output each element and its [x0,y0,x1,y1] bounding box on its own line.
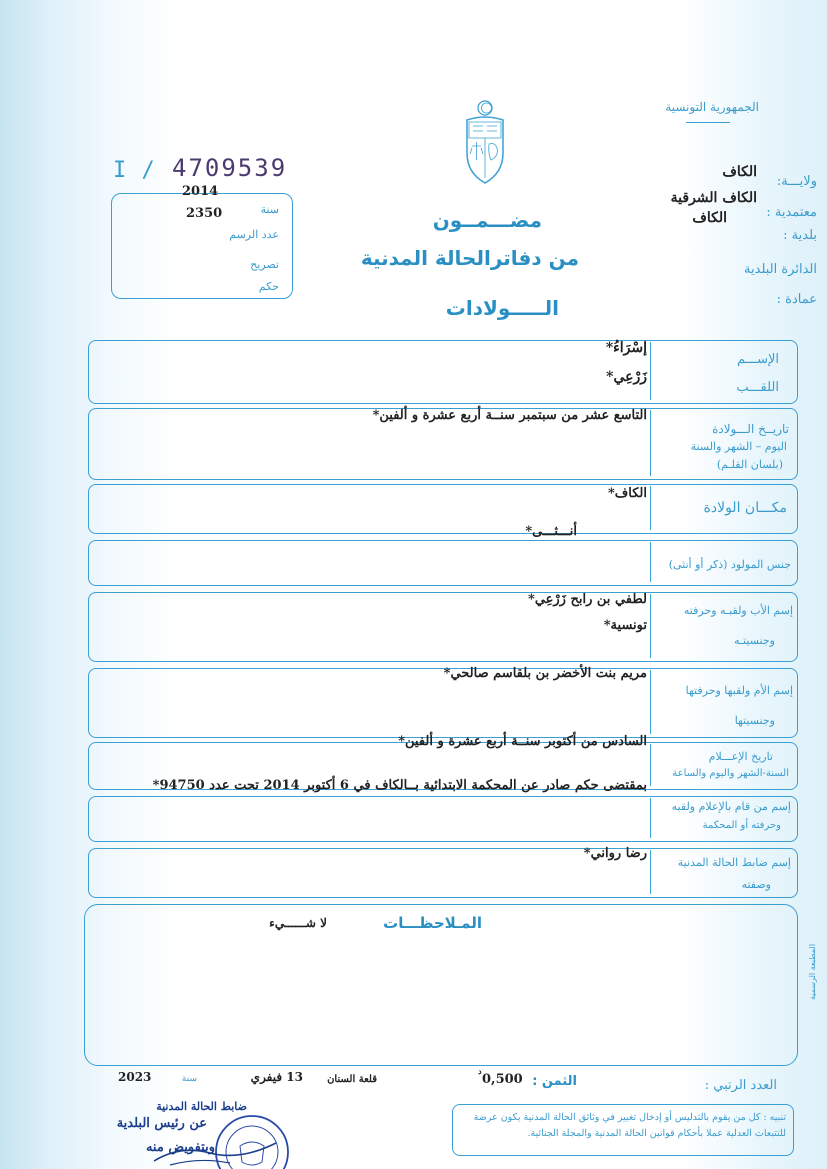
row-mother-divider [650,670,651,734]
republic-label: الجمهورية التونسية [665,100,759,114]
officer-label-1: إسم ضابط الحالة المدنية [677,856,791,869]
registration-year-value: 2014 [182,184,219,199]
title-line2: من دفاترالحالة المدنية [360,246,579,270]
omda-label: عمادة : [776,292,817,307]
serial-prefix: I / [113,158,156,183]
declarant-label-1: إسم من قام بالإعلام ولقبه [671,800,791,813]
mother-value: مريم بنت الأخضر بن بلقاسم صالحي* [443,666,647,681]
signature-line2: عن رئيس البلدية [116,1116,207,1131]
officer-value: رضا رواني* [583,846,647,861]
remarks-label: المـلاحظـــات [383,914,482,932]
declarant-value: بمقتضى حكم صادر عن المحكمة الابتدائية بــالكاف في 6 أكتوبر 2014 تحت عدد 94750* [152,778,647,793]
notice-date-label-2: السنة-الشهر واليوم والساعة [672,768,789,779]
signature-scribble-icon [150,1135,280,1169]
title-line3: الـــــولادات [445,296,559,320]
municipality-value: الكاف [692,210,727,226]
issue-year-label: سنة [181,1074,197,1084]
municipality-label: بلدية : [783,228,817,243]
notice-date-value: السادس من أكتوبر سنــة أربع عشرة و ألفين* [398,734,647,749]
price-value: 0,500 [482,1072,523,1087]
registration-number-value: 2350 [186,206,223,221]
serial-label: العدد الرتبي : [704,1078,777,1093]
municipal-district-label: الدائرة البلدية [744,262,817,277]
birth-place-value: الكاف* [608,486,647,501]
mother-label-1: إسم الأم ولقبها وحرفتها [685,684,793,697]
row-name-divider [650,342,651,400]
row-name [88,340,798,404]
signature-line1: ضابط الحالة المدنية [156,1100,247,1113]
title-line1: مضـــمــون [432,208,542,232]
surname-value: زَرْعِي* [606,369,647,385]
row-birth-place-divider [650,486,651,530]
surname-label: اللقـــب [736,380,779,395]
delegation-label: معتمدية : [766,205,817,220]
row-officer-divider [650,850,651,894]
father-nationality: تونسية* [603,618,647,633]
registration-number-label: عدد الرسم [229,228,279,241]
signature-line3: وبتفويض منه [145,1140,215,1155]
price-label: الثمن : [532,1074,577,1089]
printer-side-note: المطبعة الرسمية [808,943,817,1000]
issue-place: قلعة السنان [327,1074,377,1085]
coat-of-arms-icon [455,98,515,188]
governorate-label: ولايـــة: [776,174,817,189]
row-father [88,592,798,662]
row-birth-date-divider [650,410,651,476]
registration-year-label: سنة [260,203,279,216]
governorate-value: الكاف [722,164,757,180]
issue-year-value: 2023 [118,1070,152,1084]
father-value: لطفي بن رابح زَرْعِي* [528,592,647,607]
birth-date-label-2: اليوم – الشهر والسنة [690,440,787,453]
father-label-2: وجنسيتـه [733,634,775,647]
row-declarant-divider [650,798,651,838]
warning-text: تنبيه : كل من يقوم بالتدليس أو إدخال تغيير في وثائق الحالة المدنية يكون عرضة للتتبعات العدلية عملا بأحكام قوانين الحالة المدنية والمجلة الجنائية. [473,1112,786,1139]
price-unit: د [478,1066,482,1076]
row-gender-divider [650,542,651,582]
delegation-value: الكاف الشرقية [670,190,757,206]
father-label-1: إسم الأب ولقبـه وحرفته [683,604,793,617]
officer-label-2: وصفته [741,878,771,891]
birth-place-label: مكـــان الولادة [703,500,787,516]
mother-label-2: وجنسيتها [734,714,775,727]
remarks-value: لا شــــــيء [269,916,327,930]
gender-label: جنس المولود (ذكر أو أنثى) [668,558,791,571]
serial-number: 4709539 [172,154,288,182]
birth-date-label-1: تاريــخ الـــولادة [712,422,789,436]
birth-date-label-3: (بلسان القلـم) [716,458,783,471]
row-notice-date-divider [650,744,651,786]
name-label: الإســـم [737,352,779,367]
row-father-divider [650,594,651,658]
notice-date-label-1: تاريخ الإعـــلام [708,750,773,763]
issue-day-month: 13 فيفري [250,1070,303,1084]
birth-date-value: التاسع عشر من سبتمبر سنــة أربع عشرة و ألفين* [372,408,647,423]
name-value: إسْرَاءُ* [605,340,647,356]
row-birth-place [88,484,798,534]
judgment-label: حكم [258,280,279,293]
gender-value: أنـــثـــى* [525,524,577,539]
declarant-label-2: وحرفته أو المحكمة [702,820,781,831]
republic-underline [686,122,730,123]
declaration-label: تصريح [250,258,279,271]
